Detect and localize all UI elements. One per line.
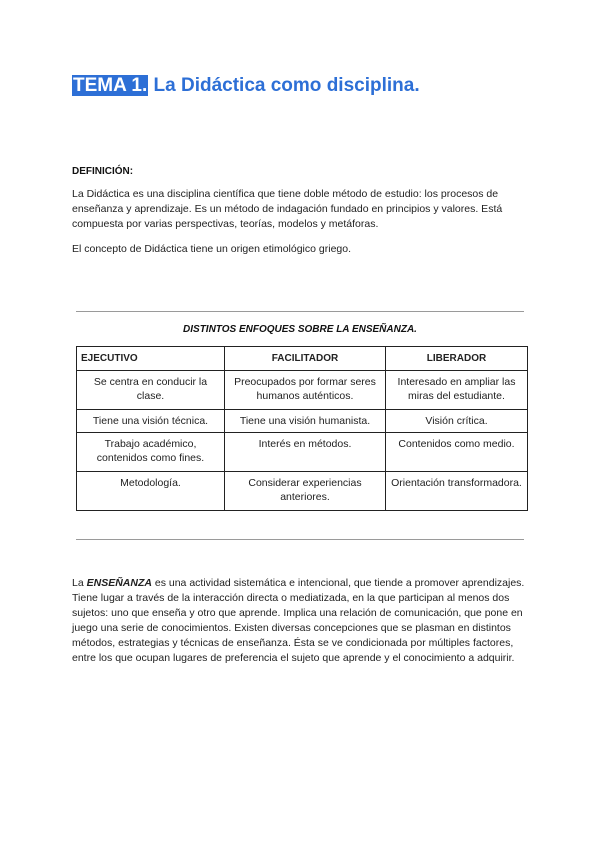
ensenanza-term: ENSEÑANZA xyxy=(86,577,152,589)
table-cell: Considerar experiencias anteriores. xyxy=(225,472,386,511)
table-row xyxy=(77,371,528,410)
approaches-table xyxy=(76,346,528,511)
header-ejecutivo: EJECUTIVO xyxy=(77,347,225,371)
table-title: DISTINTOS ENFOQUES SOBRE LA ENSEÑANZA. xyxy=(183,324,417,335)
table-cell: Interés en métodos. xyxy=(225,433,386,472)
table-cell: Orientación transformadora. xyxy=(386,472,528,511)
table-cell: Contenidos como medio. xyxy=(386,433,528,472)
horizontal-divider xyxy=(76,539,524,540)
header-liberador: LIBERADOR xyxy=(386,347,528,371)
etymology-paragraph: El concepto de Didáctica tiene un origen etimológico griego. xyxy=(72,243,352,255)
table-row xyxy=(77,410,528,433)
ensenanza-paragraph xyxy=(72,576,530,666)
horizontal-divider xyxy=(76,311,524,312)
table-cell: Metodología. xyxy=(77,472,225,511)
table-cell: Trabajo académico, contenidos como fines. xyxy=(77,433,225,472)
page-title xyxy=(72,74,420,98)
table-row xyxy=(77,472,528,511)
table-row xyxy=(77,433,528,472)
table-header-row xyxy=(77,347,528,371)
table-cell: Tiene una visión técnica. xyxy=(77,410,225,433)
table-cell: Se centra en conducir la clase. xyxy=(77,371,225,410)
ensenanza-lead: La xyxy=(72,577,87,589)
definition-paragraph: La Didáctica es una disciplina científica que tiene doble método de estudio: los procesos de enseñanza y aprendizaje. Es un método de indagación fundado en principios y valores. Está compuesta por varias perspectivas, teorías, modelos y metáforas. xyxy=(72,188,503,230)
table-cell: Interesado en ampliar las miras del estudiante. xyxy=(386,371,528,410)
table-cell: Visión crítica. xyxy=(386,410,528,433)
header-facilitador: FACILITADOR xyxy=(225,347,386,371)
table-cell: Preocupados por formar seres humanos auténticos. xyxy=(225,371,386,410)
table-cell: Tiene una visión humanista. xyxy=(225,410,386,433)
definition-heading: DEFINICIÓN: xyxy=(72,166,134,177)
title-tag: TEMA 1. xyxy=(73,75,148,96)
title-text: La Didáctica como disciplina. xyxy=(153,75,420,96)
ensenanza-body: es una actividad sistemática e intencional, que tiende a promover aprendizajes. Tiene lugar a través de la interacción directa o mediatizada, en la que participan al menos dos sujetos: uno que enseña y otro que aprende. Implica una relación de comunicación, que pone en juego una serie de conocimientos. Existen diversas concepciones que se plasman en distintos métodos, estrategias y técnicas de enseñanza. Ésta se ve condicionada por múltiples factores, entre los que ocupan lugares de preferencia el sujeto que aprende y el conocimiento a adquirir. xyxy=(72,577,525,664)
